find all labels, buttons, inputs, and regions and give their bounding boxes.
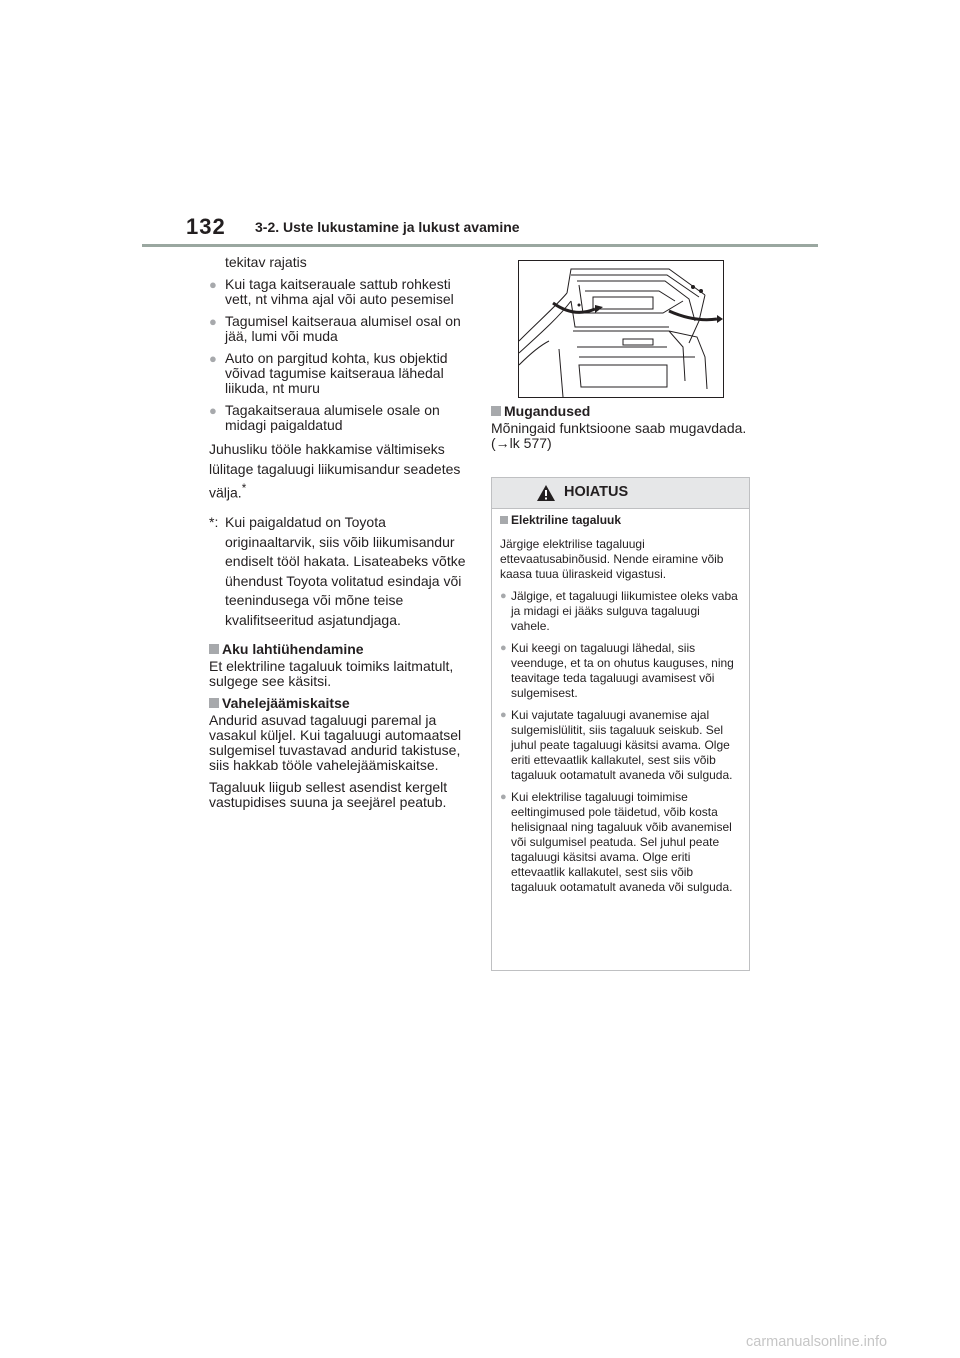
warning-list-item: ● Kui elektrilise tagaluugi toimimise eeltingimused pole täidetud, võib kosta helisignaal ning tagaluuk võib avanemisel või sulgumisel peatuda. Sel juhul peate tagaluugi käsitsi avama. Olge eriti ettevaatlik kallakutel, sest siis võib tagaluuk ootamatult avaneda või sulguda. bbox=[500, 790, 741, 895]
customization-section bbox=[491, 404, 751, 458]
footnote bbox=[209, 513, 471, 630]
warning-list-item: ● Kui keegi on tagaluugi lähedal, siis veenduge, et ta on ohutus kauguses, ning teavitage teda tagaluugi avamisest või sulgemisest. bbox=[500, 641, 741, 701]
site-watermark: carmanualsonline.info bbox=[746, 1334, 888, 1350]
warning-intro: Järgige elektrilise tagaluugi ettevaatusabinõusid. Nende eiramine võib kaasa tuua üliraskeid vigastusi. bbox=[500, 537, 724, 581]
left-column bbox=[209, 255, 471, 817]
list-item: ● Tagumisel kaitseraua alumisel osal on jää, lumi või muda bbox=[209, 314, 471, 344]
warning-header bbox=[492, 478, 749, 509]
paragraph bbox=[491, 421, 751, 451]
footnote-text: Kui paigaldatud on Toyota originaaltarvik, siis võib liikumisandur endiselt tööl hakata. Lisateabeks võtke ühendust Toyota volitatud esindaja või teenindusega või mõne teise kvalifitseeritud asjatundjaga. bbox=[225, 514, 466, 628]
page-number: 132 bbox=[186, 214, 226, 239]
section-heading: Vahelejäämiskaitse bbox=[209, 696, 471, 711]
footnote-mark: *: bbox=[209, 514, 219, 531]
warning-title: HOIATUS bbox=[564, 484, 629, 500]
warning-box bbox=[491, 477, 750, 971]
paragraph: Tagaluuk liigub sellest asendist kergelt vastupidises suuna ja seejärel peatub. bbox=[209, 779, 448, 811]
arrow-icon: → bbox=[495, 435, 510, 451]
note-text: Juhusliku tööle hakkamise vältimiseks lülitage tagaluugi liikumisandur seadetes välja. bbox=[209, 441, 461, 501]
paragraph: Et elektriline tagaluuk toimiks laitmatult, sulgege see käsitsi. bbox=[209, 658, 454, 690]
open-tailgate-illustration bbox=[518, 260, 724, 398]
list-item: ● Auto on pargitud kohta, kus objektid võivad tagumise kaitseraua lähedal liikuda, nt muru bbox=[209, 351, 471, 396]
warning-list-item: ● Kui vajutate tagaluugi avanemise ajal sulgemislülitit, siis tagaluuk seiskub. Sel juhul peate tagaluugi käsitsi avama. Olge eriti ettevaatlik kallakutel, sest siis võib tagaluuk ootamatult avaneda või sulguda. bbox=[500, 708, 741, 783]
list-item: ● Kui taga kaitserauale sattub rohkesti vett, nt vihma ajal või auto pesemisel bbox=[209, 277, 471, 307]
open-tailgate-icon bbox=[519, 261, 723, 397]
section-heading: Aku lahtiühendamine bbox=[209, 642, 471, 657]
list-item: ● Tagakaitseraua alumisele osale on midagi paigaldatud bbox=[209, 403, 471, 433]
warning-triangle-icon bbox=[536, 484, 556, 502]
section-heading: Mugandused bbox=[491, 404, 751, 419]
warning-list-item: ● Jälgige, et tagaluugi liikumistee oleks vaba ja midagi ei jääks sulguva tagaluugi vahele. bbox=[500, 589, 741, 634]
continued-text: tekitav rajatis bbox=[225, 254, 307, 270]
section-title: 3-2. Uste lukustamine ja lukust avamine bbox=[255, 219, 520, 235]
page-reference: lk 577) bbox=[509, 435, 552, 451]
warning-body bbox=[492, 509, 749, 895]
header-rule bbox=[142, 244, 818, 247]
paragraph: Andurid asuvad tagaluugi paremal ja vasakul küljel. Kui tagaluugi automaatsel sulgemisel tuvastavad andurid takistuse, siis hakkab tööle vahelejäämiskaitse. bbox=[209, 712, 462, 774]
paragraph-text: Mõningaid funktsioone saab mugavdada. ( bbox=[491, 420, 747, 451]
note-paragraph bbox=[209, 440, 471, 503]
page-header bbox=[142, 214, 818, 248]
note-mark: * bbox=[241, 482, 247, 495]
warning-heading: Elektriline tagaluuk bbox=[500, 513, 741, 528]
